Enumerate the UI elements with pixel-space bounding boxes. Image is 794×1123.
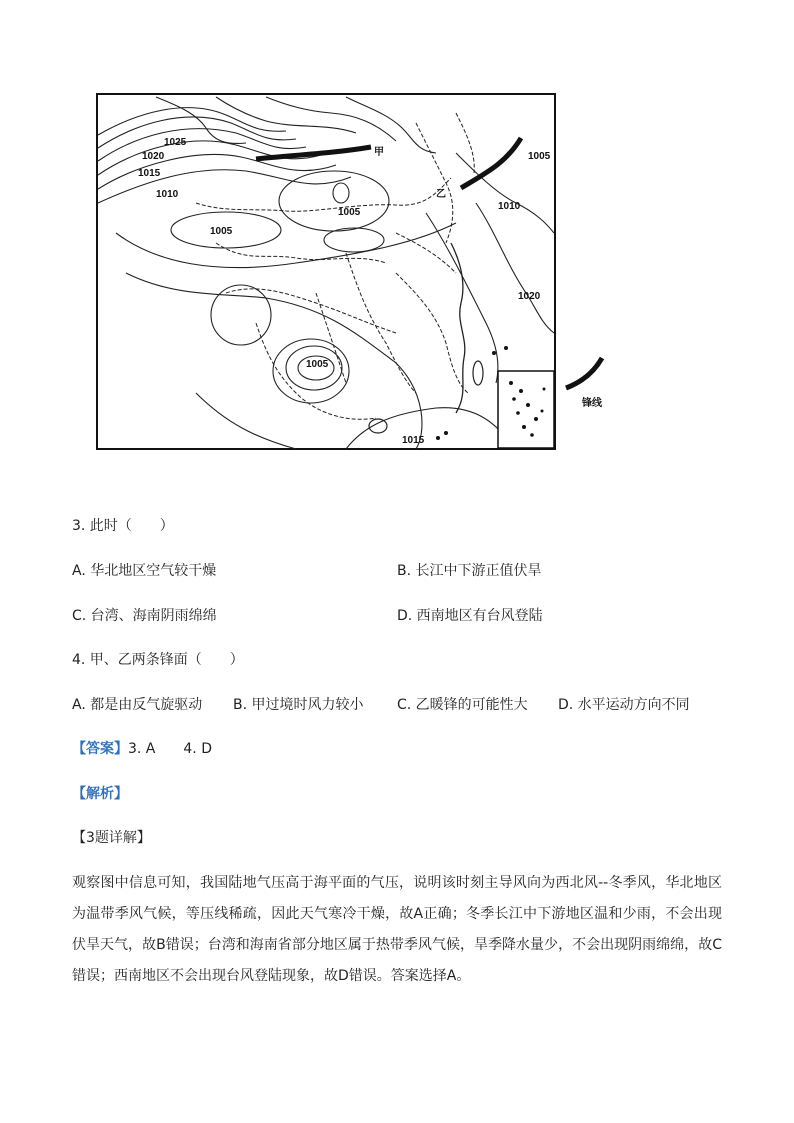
- label-1005-south: 1005: [306, 359, 329, 370]
- isobar-map-svg: [96, 93, 556, 450]
- label-1015-north: 1015: [138, 168, 161, 179]
- label-1020-north: 1020: [142, 151, 165, 162]
- q3-option-a: A. 华北地区空气较干燥: [72, 563, 217, 579]
- south-sea-inset: [498, 371, 554, 448]
- detail-paragraph: 观察图中信息可知，我国陆地气压高于海平面的气压，说明该时刻主导风向为西北风--冬季风，华北地区为温带季风气候，等压线稀疏，因此天气寒冷干燥，故A正确；冬季长江中下游地区温和少雨，不会出现伏旱天气，故B错误；台湾和海南省部分地区属于热带季风气候，旱季降水量少，不会出现阴雨绵绵，故C错误；西南地区不会出现台风登陆现象，故D错误。答案选择A。: [72, 875, 722, 984]
- label-1010-east: 1010: [498, 201, 521, 212]
- q3-option-d: D. 西南地区有台风登陆: [397, 608, 543, 624]
- q4-option-a: A. 都是由反气旋驱动: [72, 697, 203, 713]
- label-1005-center: 1005: [338, 207, 361, 218]
- q4-option-c: C. 乙暖锋的可能性大: [397, 697, 528, 713]
- q4-option-d: D. 水平运动方向不同: [558, 697, 690, 713]
- legend-front-line: [566, 358, 602, 388]
- label-front-jia: 甲: [374, 147, 384, 158]
- analysis-tag: 【解析】: [72, 786, 128, 802]
- label-1010-north: 1010: [156, 189, 179, 200]
- analysis-line: [72, 784, 128, 804]
- answer-tag: 【答案】: [72, 741, 128, 757]
- q3-option-b: B. 长江中下游正值伏旱: [397, 563, 542, 579]
- answer-text: 3. A 4. D: [128, 741, 212, 757]
- q3-stem: 3. 此时（ ）: [72, 518, 174, 534]
- label-front-yi: 乙: [436, 189, 446, 200]
- weather-map: [96, 93, 556, 450]
- q3-option-c: C. 台湾、海南阴雨绵绵: [72, 608, 217, 624]
- q4-option-b: B. 甲过境时风力较小: [233, 697, 364, 713]
- label-1005-east: 1005: [528, 151, 551, 162]
- q4-stem: 4. 甲、乙两条锋面（ ）: [72, 652, 244, 668]
- label-1025: 1025: [164, 137, 187, 148]
- label-1015-south: 1015: [402, 435, 425, 446]
- detail-title: 【3题详解】: [72, 830, 151, 846]
- label-1020-east: 1020: [518, 291, 541, 302]
- answer-line: [72, 739, 212, 759]
- label-1005-west: 1005: [210, 226, 233, 237]
- front-legend: [562, 352, 622, 412]
- legend-label: 锋线: [582, 398, 602, 409]
